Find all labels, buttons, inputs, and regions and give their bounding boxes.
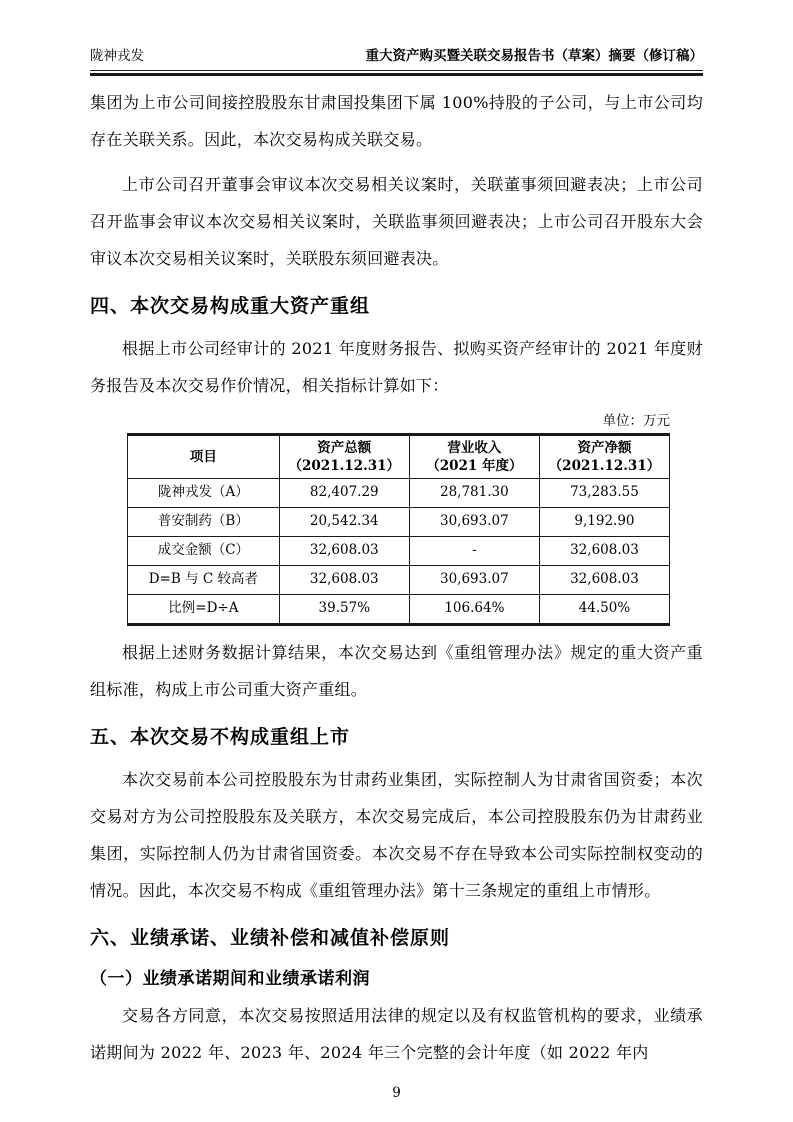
table-row-deal-amount bbox=[128, 536, 670, 565]
header-rule bbox=[90, 73, 703, 76]
table-cell: 73,283.55 bbox=[539, 478, 669, 507]
table-row-higher-of-b-c bbox=[128, 565, 670, 594]
table-cell: 普安制药（B） bbox=[128, 507, 280, 536]
page-number: 9 bbox=[392, 1084, 401, 1101]
financial-indicators-table bbox=[127, 433, 670, 626]
table-cell: 28,781.30 bbox=[409, 478, 539, 507]
table-cell: 39.57% bbox=[279, 594, 409, 624]
section-4-intro: 根据上市公司经审计的 2021 年度财务报告、拟购买资产经审计的 2021 年度财务报告及本次交易作价情况，相关指标计算如下： bbox=[90, 338, 703, 395]
table-row-ratio bbox=[128, 594, 670, 624]
col-header-item: 项目 bbox=[128, 434, 280, 478]
table-cell: 32,608.03 bbox=[279, 565, 409, 594]
table-unit-label: 单位：万元 bbox=[602, 412, 670, 429]
table-cell: 32,608.03 bbox=[539, 565, 669, 594]
col-header-operating-revenue: 营业收入 （2021 年度） bbox=[409, 434, 539, 478]
section-5-heading: 五、本次交易不构成重组上市 bbox=[90, 725, 351, 748]
table-cell: 9,192.90 bbox=[539, 507, 669, 536]
table-cell: 32,608.03 bbox=[539, 536, 669, 565]
running-header bbox=[90, 46, 703, 71]
table-cell: 20,542.34 bbox=[279, 507, 409, 536]
table-cell: 成交金额（C） bbox=[128, 536, 280, 565]
table-cell: 30,693.07 bbox=[409, 507, 539, 536]
table-cell: 82,407.29 bbox=[279, 478, 409, 507]
table-cell: 比例=D÷A bbox=[128, 594, 280, 624]
table-cell: D=B 与 C 较高者 bbox=[128, 565, 280, 594]
table-cell: 30,693.07 bbox=[409, 565, 539, 594]
col-header-net-assets: 资产净额 （2021.12.31） bbox=[539, 434, 669, 478]
col-header-total-assets: 资产总额 （2021.12.31） bbox=[279, 434, 409, 478]
table-cell: - bbox=[409, 536, 539, 565]
section-6-heading: 六、业绩承诺、业绩补偿和减值补偿原则 bbox=[90, 926, 451, 949]
section-4-heading: 四、本次交易构成重大资产重组 bbox=[90, 294, 371, 317]
table-cell: 陇神戎发（A） bbox=[128, 478, 280, 507]
table-cell: 106.64% bbox=[409, 594, 539, 624]
section-6-1-heading: （一）业绩承诺期间和业绩承诺利润 bbox=[90, 968, 370, 989]
table-header-row bbox=[128, 434, 670, 478]
section-4-conclusion: 根据上述财务数据计算结果，本次交易达到《重组管理办法》规定的重大资产重组标准，构成上市公司重大资产重组。 bbox=[90, 642, 703, 699]
header-report-title: 重大资产购买暨关联交易报告书（草案）摘要（修订稿） bbox=[365, 48, 703, 64]
table-row-puan bbox=[128, 507, 670, 536]
section-5-body: 本次交易前本公司控股股东为甘肃药业集团，实际控制人为甘肃省国资委；本次交易对方为公司控股股东及关联方，本次交易完成后，本公司控股股东仍为甘肃药业集团，实际控制人仍为甘肃省国资委。本次交易不存在导致本公司实际控制权变动的情况。因此，本次交易不构成《重组管理办法》第十三条规定的重组上市情形。 bbox=[90, 769, 703, 900]
table-cell: 32,608.03 bbox=[279, 536, 409, 565]
paragraph-related-transaction: 集团为上市公司间接控股股东甘肃国投集团下属 100%持股的子公司，与上市公司均存在关联关系。因此，本次交易构成关联交易。 bbox=[90, 92, 703, 149]
header-company-name: 陇神戎发 bbox=[90, 48, 144, 64]
table-row-longshen bbox=[128, 478, 670, 507]
table-cell: 44.50% bbox=[539, 594, 669, 624]
section-6-1-body: 交易各方同意，本次交易按照适用法律的规定以及有权监管机构的要求，业绩承诺期间为 2022 年、2023 年、2024 年三个完整的会计年度（如 2022 年内 bbox=[90, 1005, 703, 1062]
paragraph-voting-avoidance: 上市公司召开董事会审议本次交易相关议案时，关联董事须回避表决；上市公司召开监事会审议本次交易相关议案时，关联监事须回避表决；上市公司召开股东大会审议本次交易相关议案时，关联股东须回避表决。 bbox=[90, 174, 703, 268]
